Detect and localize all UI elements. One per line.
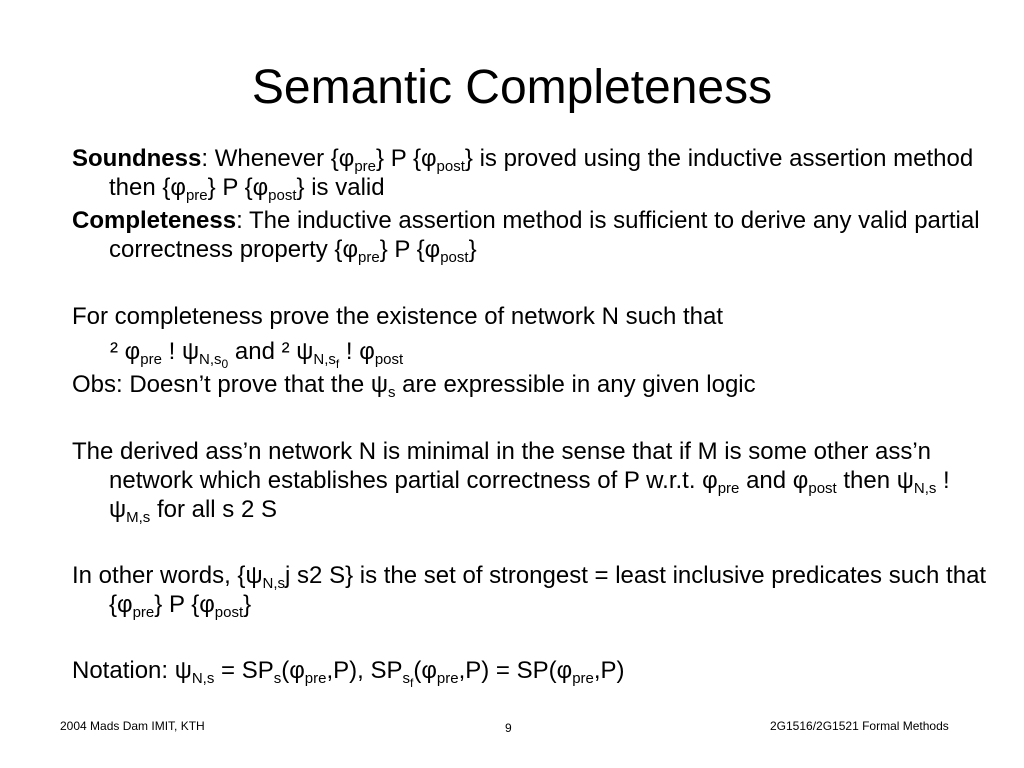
- soundness-paragraph: Soundness: Whenever $\{\varphi_{pre}\}$ P $\{\varphi_{post}\}$ is proved using the inductive assertion method then $\{\varphi_{pre}\}$ P $\{\varphi_{post}\}$ is valid: [72, 145, 974, 204]
- slide-title: Semantic Completeness: [251, 61, 773, 114]
- completeness-label: Completeness: [72, 207, 237, 234]
- obs-line: Obs: Doesn’t prove that the $\psi_s$ are expressible in any given logic: [72, 371, 756, 401]
- footer-left: 2004 Mads Dam IMIT, KTH: [60, 719, 205, 733]
- derived-paragraph: The derived ass’n network N is minimal in the sense that if M is some other ass’n network which establishes partial correctness of P w.r.t. $\varphi_{pre}$ and $\varphi_{post}$ then $\psi_{N,s}$ ! $\psi_{M,s}$ for all s 2 S: [72, 438, 950, 526]
- other-words-paragraph: In other words, {$\psi_{N,s}j$ s2 S} is the set of strongest = least inclusive predicates such that $\{\varphi_{pre}\}$ P $\{\varphi_{post}\}$: [72, 562, 987, 621]
- notation-line: Notation: $\psi_{N,s} = SP_s(\varphi_{pre},P)$, $SP_{s_f}(\varphi_{pre},P) = SP(\varphi_{pre},P)$: [72, 657, 625, 690]
- page-number: 9: [505, 721, 512, 735]
- soundness-label: Soundness: [72, 145, 202, 172]
- completeness-paragraph: Completeness: The inductive assertion method is sufficient to derive any valid partial correctness property $\{\varphi_{pre}\}$ P $\{\varphi_{post}\}$: [72, 207, 980, 266]
- footer-right: 2G1516/2G1521 Formal Methods: [770, 719, 949, 733]
- formula-line: ² $\varphi_{pre}$ ! $\psi_{N,s_0}$ and ² $\psi_{N,s_f}$ ! $\varphi_{post}$: [110, 338, 404, 371]
- for-completeness-line: For completeness prove the existence of network N such that: [72, 303, 723, 330]
